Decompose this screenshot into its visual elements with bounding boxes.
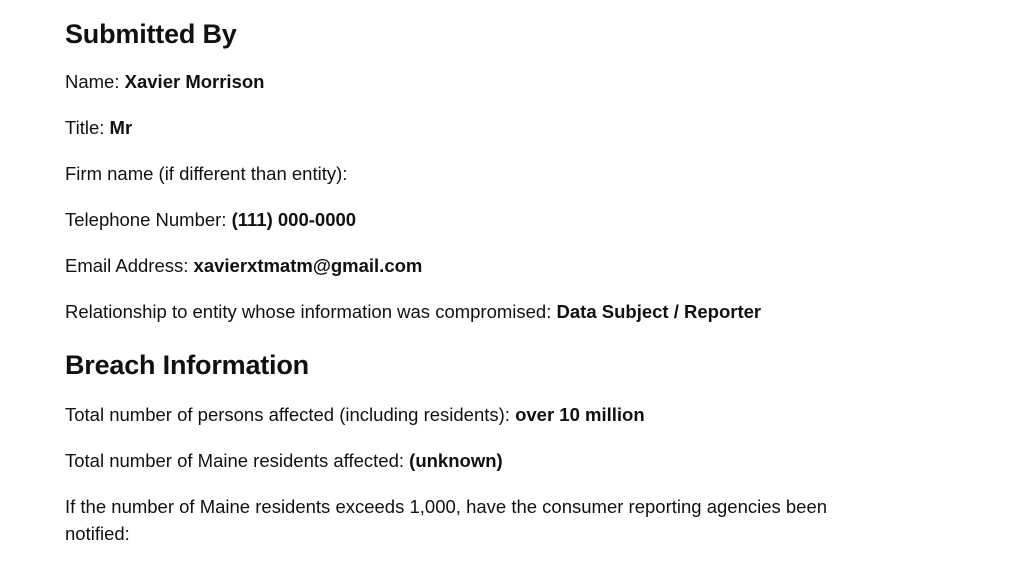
persons-affected-label: Total number of persons affected (including residents): xyxy=(65,404,510,425)
firm-name-label: Firm name (if different than entity): xyxy=(65,163,348,184)
email-field xyxy=(65,252,865,279)
title-value: Mr xyxy=(109,117,133,138)
relationship-label: Relationship to entity whose information was compromised: xyxy=(65,301,552,322)
maine-residents-label: Total number of Maine residents affected: xyxy=(65,450,405,471)
agencies-notified-field xyxy=(65,493,865,547)
agencies-notified-label: If the number of Maine residents exceeds 1,000, have the consumer reporting agencies been notified: xyxy=(65,496,828,544)
telephone-label: Telephone Number: xyxy=(65,209,227,230)
breach-information-section xyxy=(65,350,1024,547)
name-value: Xavier Morrison xyxy=(124,71,265,92)
telephone-field xyxy=(65,206,865,233)
relationship-value: Data Subject / Reporter xyxy=(556,301,762,322)
persons-affected-value: over 10 million xyxy=(515,404,645,425)
name-label: Name: xyxy=(65,71,120,92)
title-field xyxy=(65,114,865,141)
email-label: Email Address: xyxy=(65,255,189,276)
submitted-by-section xyxy=(65,0,1024,325)
relationship-field xyxy=(65,298,865,325)
submitted-by-heading: Submitted By xyxy=(65,19,237,49)
name-field xyxy=(65,68,865,95)
email-value: xavierxtmatm@gmail.com xyxy=(193,255,423,276)
persons-affected-field xyxy=(65,401,865,428)
telephone-value: (111) 000-0000 xyxy=(231,209,357,230)
firm-name-field xyxy=(65,160,865,187)
maine-residents-field xyxy=(65,447,865,474)
breach-information-heading: Breach Information xyxy=(65,350,309,380)
maine-residents-value: (unknown) xyxy=(409,450,503,471)
title-label: Title: xyxy=(65,117,105,138)
